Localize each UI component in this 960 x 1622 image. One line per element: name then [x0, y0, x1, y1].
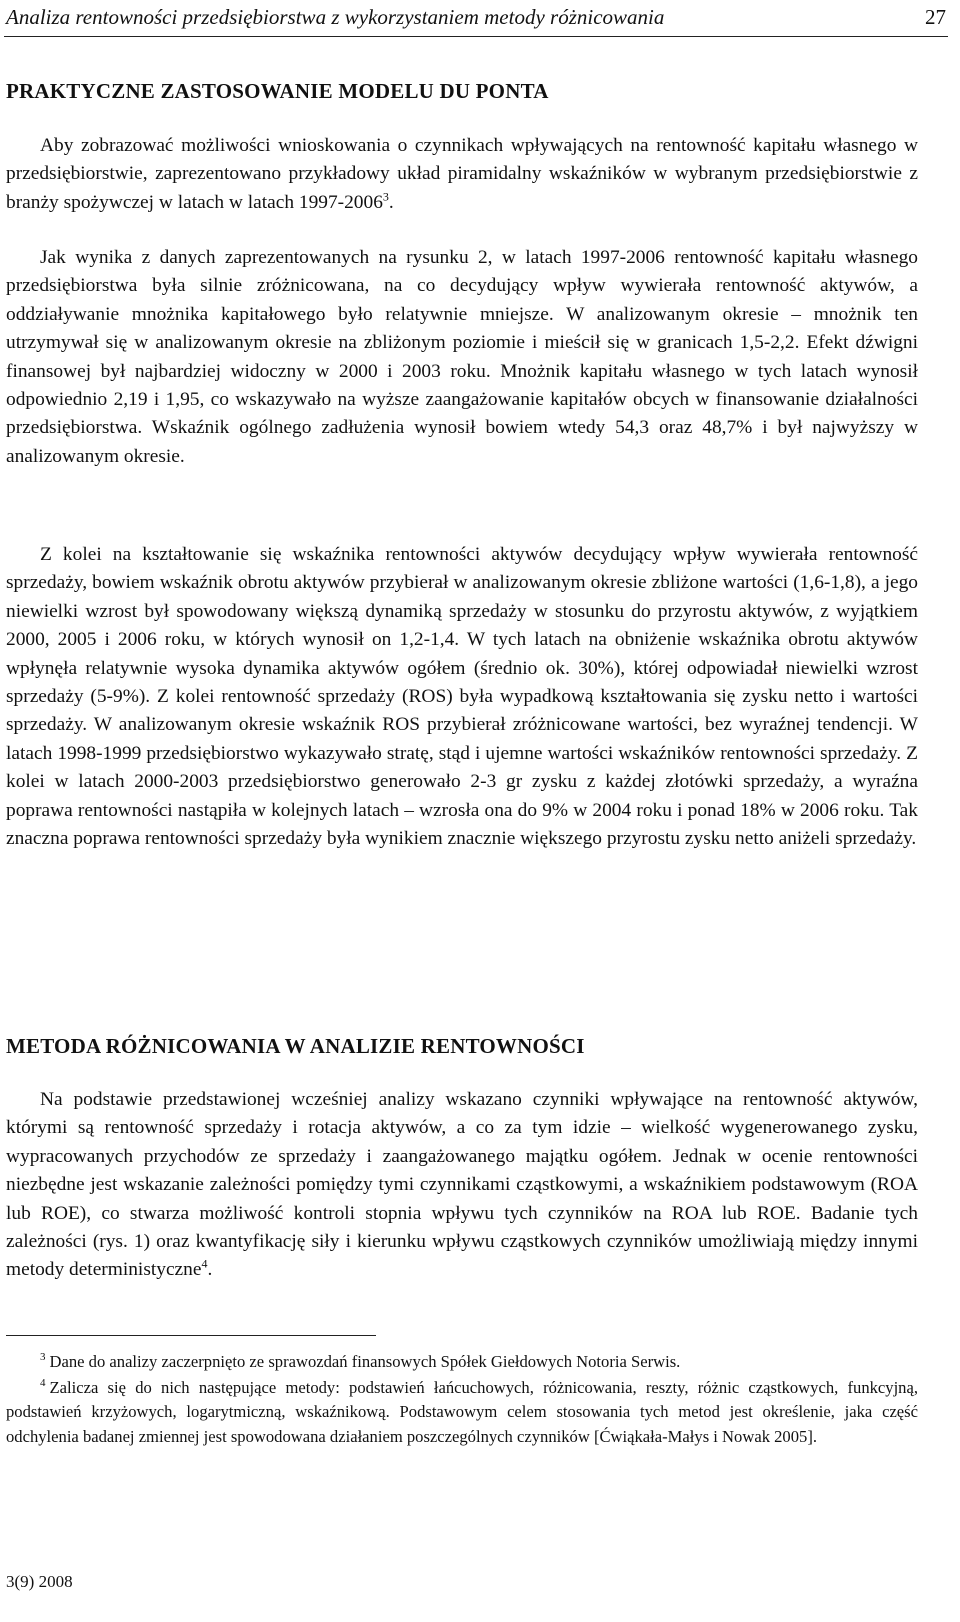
section-title-differencing-method: METODA RÓŻNICOWANIA W ANALIZIE RENTOWNOŚCI: [6, 1034, 585, 1058]
footnote-4-text: Zalicza się do nich następujące metody: podstawień łańcuchowych, różnicowania, reszty, różnic cząstkowych, funkcyjną, podstawień krzyżowych, logarytmiczną, wskaźnikową. Podstawowym celem stosowania tych metod jest określenie, jaka część odchylenia badanej zmiennej jest spowodowana działaniem poszczególnych czynników [Ćwiąkała-Małys i Nowak 2005].: [6, 1378, 918, 1446]
page-number: 27: [925, 5, 946, 29]
paragraph-method-intro-end: .: [207, 1259, 213, 1281]
running-header-title: Analiza rentowności przedsiębiorstwa z wykorzystaniem metody różnicowania: [6, 5, 665, 29]
footnote-3: [6, 1350, 918, 1374]
footnote-4-number: 4: [40, 1377, 46, 1390]
paragraph-roe-analysis: Jak wynika z danych zaprezentowanych na rysunku 2, w latach 1997-2006 rentowność kapitału własnego przedsiębiorstwa była silnie zróżnicowana, na co decydujący wpływ wywierała rentowność aktywów, a oddziaływanie mnożnika kapitałowego było relatywnie mniejsze. W analizowanym okresie – mnożnik ten utrzymywał się w analizowanym okresie na zbliżonym poziomie i mieścił się w granicach 1,5-2,2. Efekt dźwigni finansowej był najbardziej widoczny w 2000 i 2003 roku. Mnożnik kapitału własnego w tych latach wynosił odpowiednio 2,19 i 1,95, co wskazywało na wyższe zaangażowanie kapitałów obcych w finansowanie działalności przedsiębiorstwa. Wskaźnik ogólnego zadłużenia wynosił bowiem wtedy 54,3 oraz 48,7% i był najwyższy w analizowanym okresie.: [6, 247, 918, 467]
footnote-ref-4[interactable]: 4: [201, 1256, 208, 1271]
footnote-3-text: Dane do analizy zaczerpnięto ze sprawozdań finansowych Spółek Giełdowych Notoria Serwis.: [49, 1352, 681, 1371]
running-header: [4, 2, 948, 37]
section-title-du-pont: PRAKTYCZNE ZASTOSOWANIE MODELU DU PONTA: [6, 79, 549, 103]
paragraph-intro-text: Aby zobrazować możliwości wnioskowania o czynnikach wpływających na rentowność kapitału własnego w przedsiębiorstwie, zaprezentowano przykładowy układ piramidalny wskaźników w wybranym przedsiębiorstwie z branży spożywczej w latach w latach 1997-2006: [6, 135, 918, 213]
paragraph-method-intro-text: Na podstawie przedstawionej wcześniej analizy wskazano czynniki wpływające na rentowność aktywów, którymi są rentowność sprzedaży i rotacja aktywów, a co za tym idzie – wielkość wygenerowanego zysku, wypracowanych przychodów ze sprzedaży i zaangażowanego majątku ogółem. Jednak w ocenie rentowności niezbędne jest wskazanie zależności pomiędzy tymi czynnikami cząstkowymi, a wskaźnikiem podstawowym (ROA lub ROE), co stwarza możliwość kontroli stopnia wpływu tych czynników na ROA lub ROE. Badanie tych zależności (rys. 1) oraz kwantyfikację siły i kierunku wpływu cząstkowych czynników umożliwiają między innymi metody deterministyczne: [6, 1089, 918, 1281]
paragraph-method-intro: [6, 1086, 918, 1285]
footnote-divider: [6, 1335, 376, 1336]
footnote-ref-3[interactable]: 3: [382, 189, 389, 204]
issue-footer: 3(9) 2008: [6, 1572, 73, 1591]
paragraph-roa-analysis: Z kolei na kształtowanie się wskaźnika rentowności aktywów decydujący wpływ wywierała rentowność sprzedaży, bowiem wskaźnik obrotu aktywów przybierał w analizowanym okresie zbliżone wartości (1,6-1,8), a jego niewielki wzrost był spowodowany większą dynamiką sprzedaży w stosunku do przyrostu aktywów, z wyjątkiem 2000, 2005 i 2006 roku, w których wynosił on 1,2-1,4. W tych latach na obniżenie wskaźnika obrotu aktywów wpłynęła relatywnie wysoka dynamika aktywów ogółem (średnio ok. 30%), której odpowiadał niewielki wzrost sprzedaży (5-9%). Z kolei rentowność sprzedaży (ROS) była wypadkową kształtowania się zysku netto i wartości sprzedaży. W analizowanym okresie wskaźnik ROS przybierał zróżnicowane wartości, bez wyraźnej tendencji. W latach 1998-1999 przedsiębiorstwo wykazywało stratę, stąd i ujemne wartości wskaźników rentowności sprzedaży. Z kolei w latach 2000-2003 przedsiębiorstwo generowało 2-3 gr zysku z każdej złotówki sprzedaży, a wyraźna poprawa rentowności nastąpiła w kolejnych latach – wzrosła ona do 9% w 2004 roku i ponad 18% w 2006 roku. Tak znaczna poprawa rentowności sprzedaży była wynikiem znacznie większego przyrostu zysku netto aniżeli sprzedaży.: [6, 544, 918, 850]
paragraph-intro: [6, 132, 918, 217]
footnote-3-number: 3: [40, 1351, 46, 1364]
footnote-4: [6, 1376, 918, 1449]
paragraph-intro-end: .: [388, 191, 394, 213]
